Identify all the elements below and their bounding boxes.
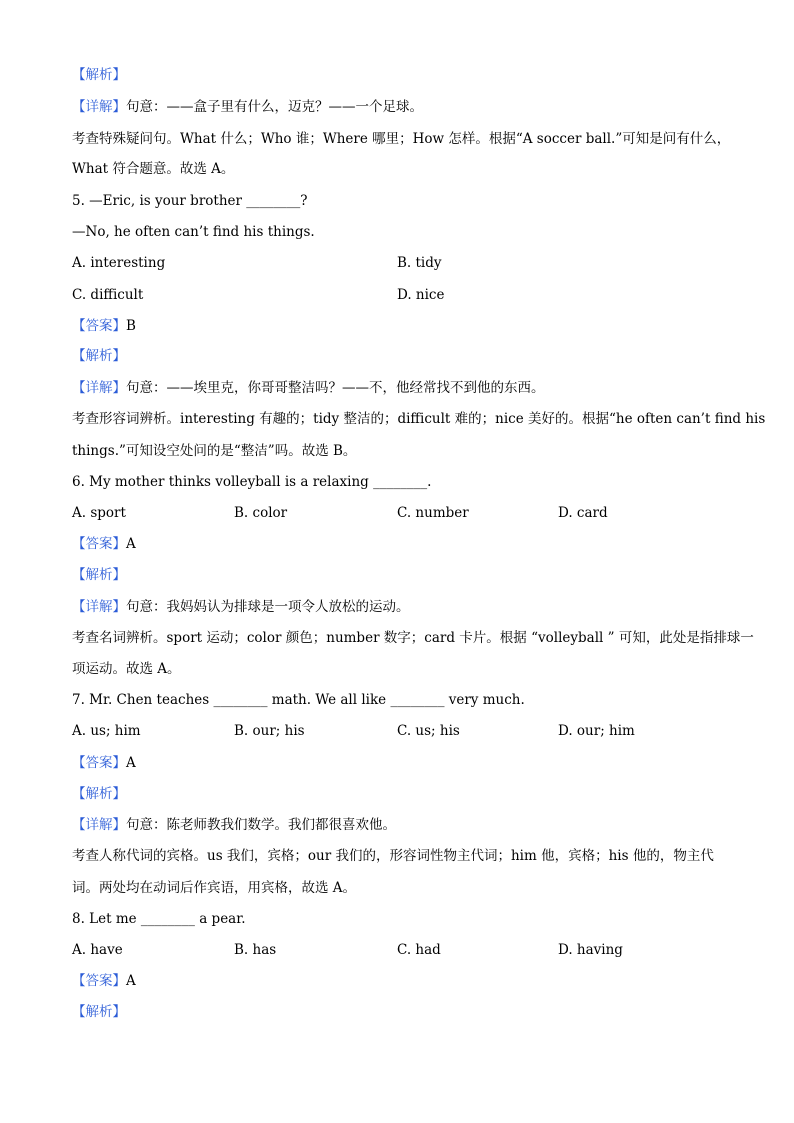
analysis-label: 【解析】 bbox=[72, 567, 126, 583]
explanation-line: 考查人称代词的宾格。us 我们，宾格；our 我们的，形容词性物主代词；him 他，宾格；his 他的，物主代 bbox=[72, 848, 714, 864]
explanation-line: 考查名词辨析。sport 运动；color 颜色；number 数字；card 卡片。根据 “volleyball ” 可知，此处是指排球一 bbox=[72, 630, 754, 646]
analysis-label: 【解析】 bbox=[72, 67, 126, 83]
question-stem: 7. Mr. Chen teaches ________ math. We all like ________ very much. bbox=[72, 692, 525, 708]
detail-text: 句意：陈老师教我们数学。我们都很喜欢他。 bbox=[126, 817, 396, 833]
option-a: A. have bbox=[72, 942, 123, 958]
detail-line bbox=[72, 379, 545, 397]
question-stem: 8. Let me ________ a pear. bbox=[72, 911, 246, 927]
answer-label: 【答案】 bbox=[72, 318, 126, 334]
option-d: D. nice bbox=[397, 287, 445, 303]
answer-value: A bbox=[126, 755, 136, 771]
option-c: C. number bbox=[397, 505, 469, 521]
detail-label: 【详解】 bbox=[72, 817, 126, 833]
option-c: C. difficult bbox=[72, 287, 144, 303]
answer-label: 【答案】 bbox=[72, 755, 126, 771]
answer-line bbox=[72, 972, 136, 990]
explanation-line: 词。两处均在动词后作宾语，用宾格，故选 A。 bbox=[72, 880, 357, 896]
detail-text: 句意：——埃里克，你哥哥整洁吗？——不，他经常找不到他的东西。 bbox=[126, 380, 545, 396]
answer-value: B bbox=[126, 318, 136, 334]
analysis-label: 【解析】 bbox=[72, 786, 126, 802]
answer-label: 【答案】 bbox=[72, 973, 126, 989]
option-b: B. has bbox=[234, 942, 277, 958]
option-a: A. sport bbox=[72, 505, 126, 521]
explanation-line: 考查特殊疑问句。What 什么；Who 谁；Where 哪里；How 怎样。根据“A soccer ball.”可知是问有什么， bbox=[72, 131, 731, 147]
detail-label: 【详解】 bbox=[72, 599, 126, 615]
question-stem: 6. My mother thinks volleyball is a relaxing ________. bbox=[72, 474, 432, 490]
answer-line bbox=[72, 535, 136, 553]
option-b: B. tidy bbox=[397, 255, 442, 271]
analysis-label: 【解析】 bbox=[72, 1004, 126, 1020]
explanation-line: What 符合题意。故选 A。 bbox=[72, 161, 235, 177]
option-a: A. interesting bbox=[72, 255, 166, 271]
question-stem: 5. —Eric, is your brother ________? bbox=[72, 193, 308, 209]
option-d: D. our; him bbox=[558, 723, 635, 739]
option-b: B. our; his bbox=[234, 723, 305, 739]
detail-label: 【详解】 bbox=[72, 380, 126, 396]
detail-line bbox=[72, 98, 423, 116]
detail-line bbox=[72, 598, 410, 616]
option-a: A. us; him bbox=[72, 723, 141, 739]
detail-line bbox=[72, 816, 396, 834]
question-stem-reply: —No, he often can’t find his things. bbox=[72, 224, 315, 240]
option-b: B. color bbox=[234, 505, 288, 521]
option-d: D. having bbox=[558, 942, 623, 958]
answer-line bbox=[72, 317, 136, 335]
explanation-line: 项运动。故选 A。 bbox=[72, 661, 181, 677]
detail-text: 句意：——盒子里有什么，迈克？——一个足球。 bbox=[126, 99, 423, 115]
explanation-line: things.”可知设空处问的是“整洁”吗。故选 B。 bbox=[72, 443, 357, 459]
analysis-label: 【解析】 bbox=[72, 348, 126, 364]
answer-line bbox=[72, 754, 136, 772]
detail-label: 【详解】 bbox=[72, 99, 126, 115]
answer-value: A bbox=[126, 536, 136, 552]
option-c: C. had bbox=[397, 942, 441, 958]
answer-value: A bbox=[126, 973, 136, 989]
option-c: C. us; his bbox=[397, 723, 460, 739]
answer-label: 【答案】 bbox=[72, 536, 126, 552]
detail-text: 句意：我妈妈认为排球是一项令人放松的运动。 bbox=[126, 599, 410, 615]
explanation-line: 考查形容词辨析。interesting 有趣的；tidy 整洁的；difficult 难的；nice 美好的。根据“he often can’t find his bbox=[72, 411, 766, 427]
option-d: D. card bbox=[558, 505, 608, 521]
